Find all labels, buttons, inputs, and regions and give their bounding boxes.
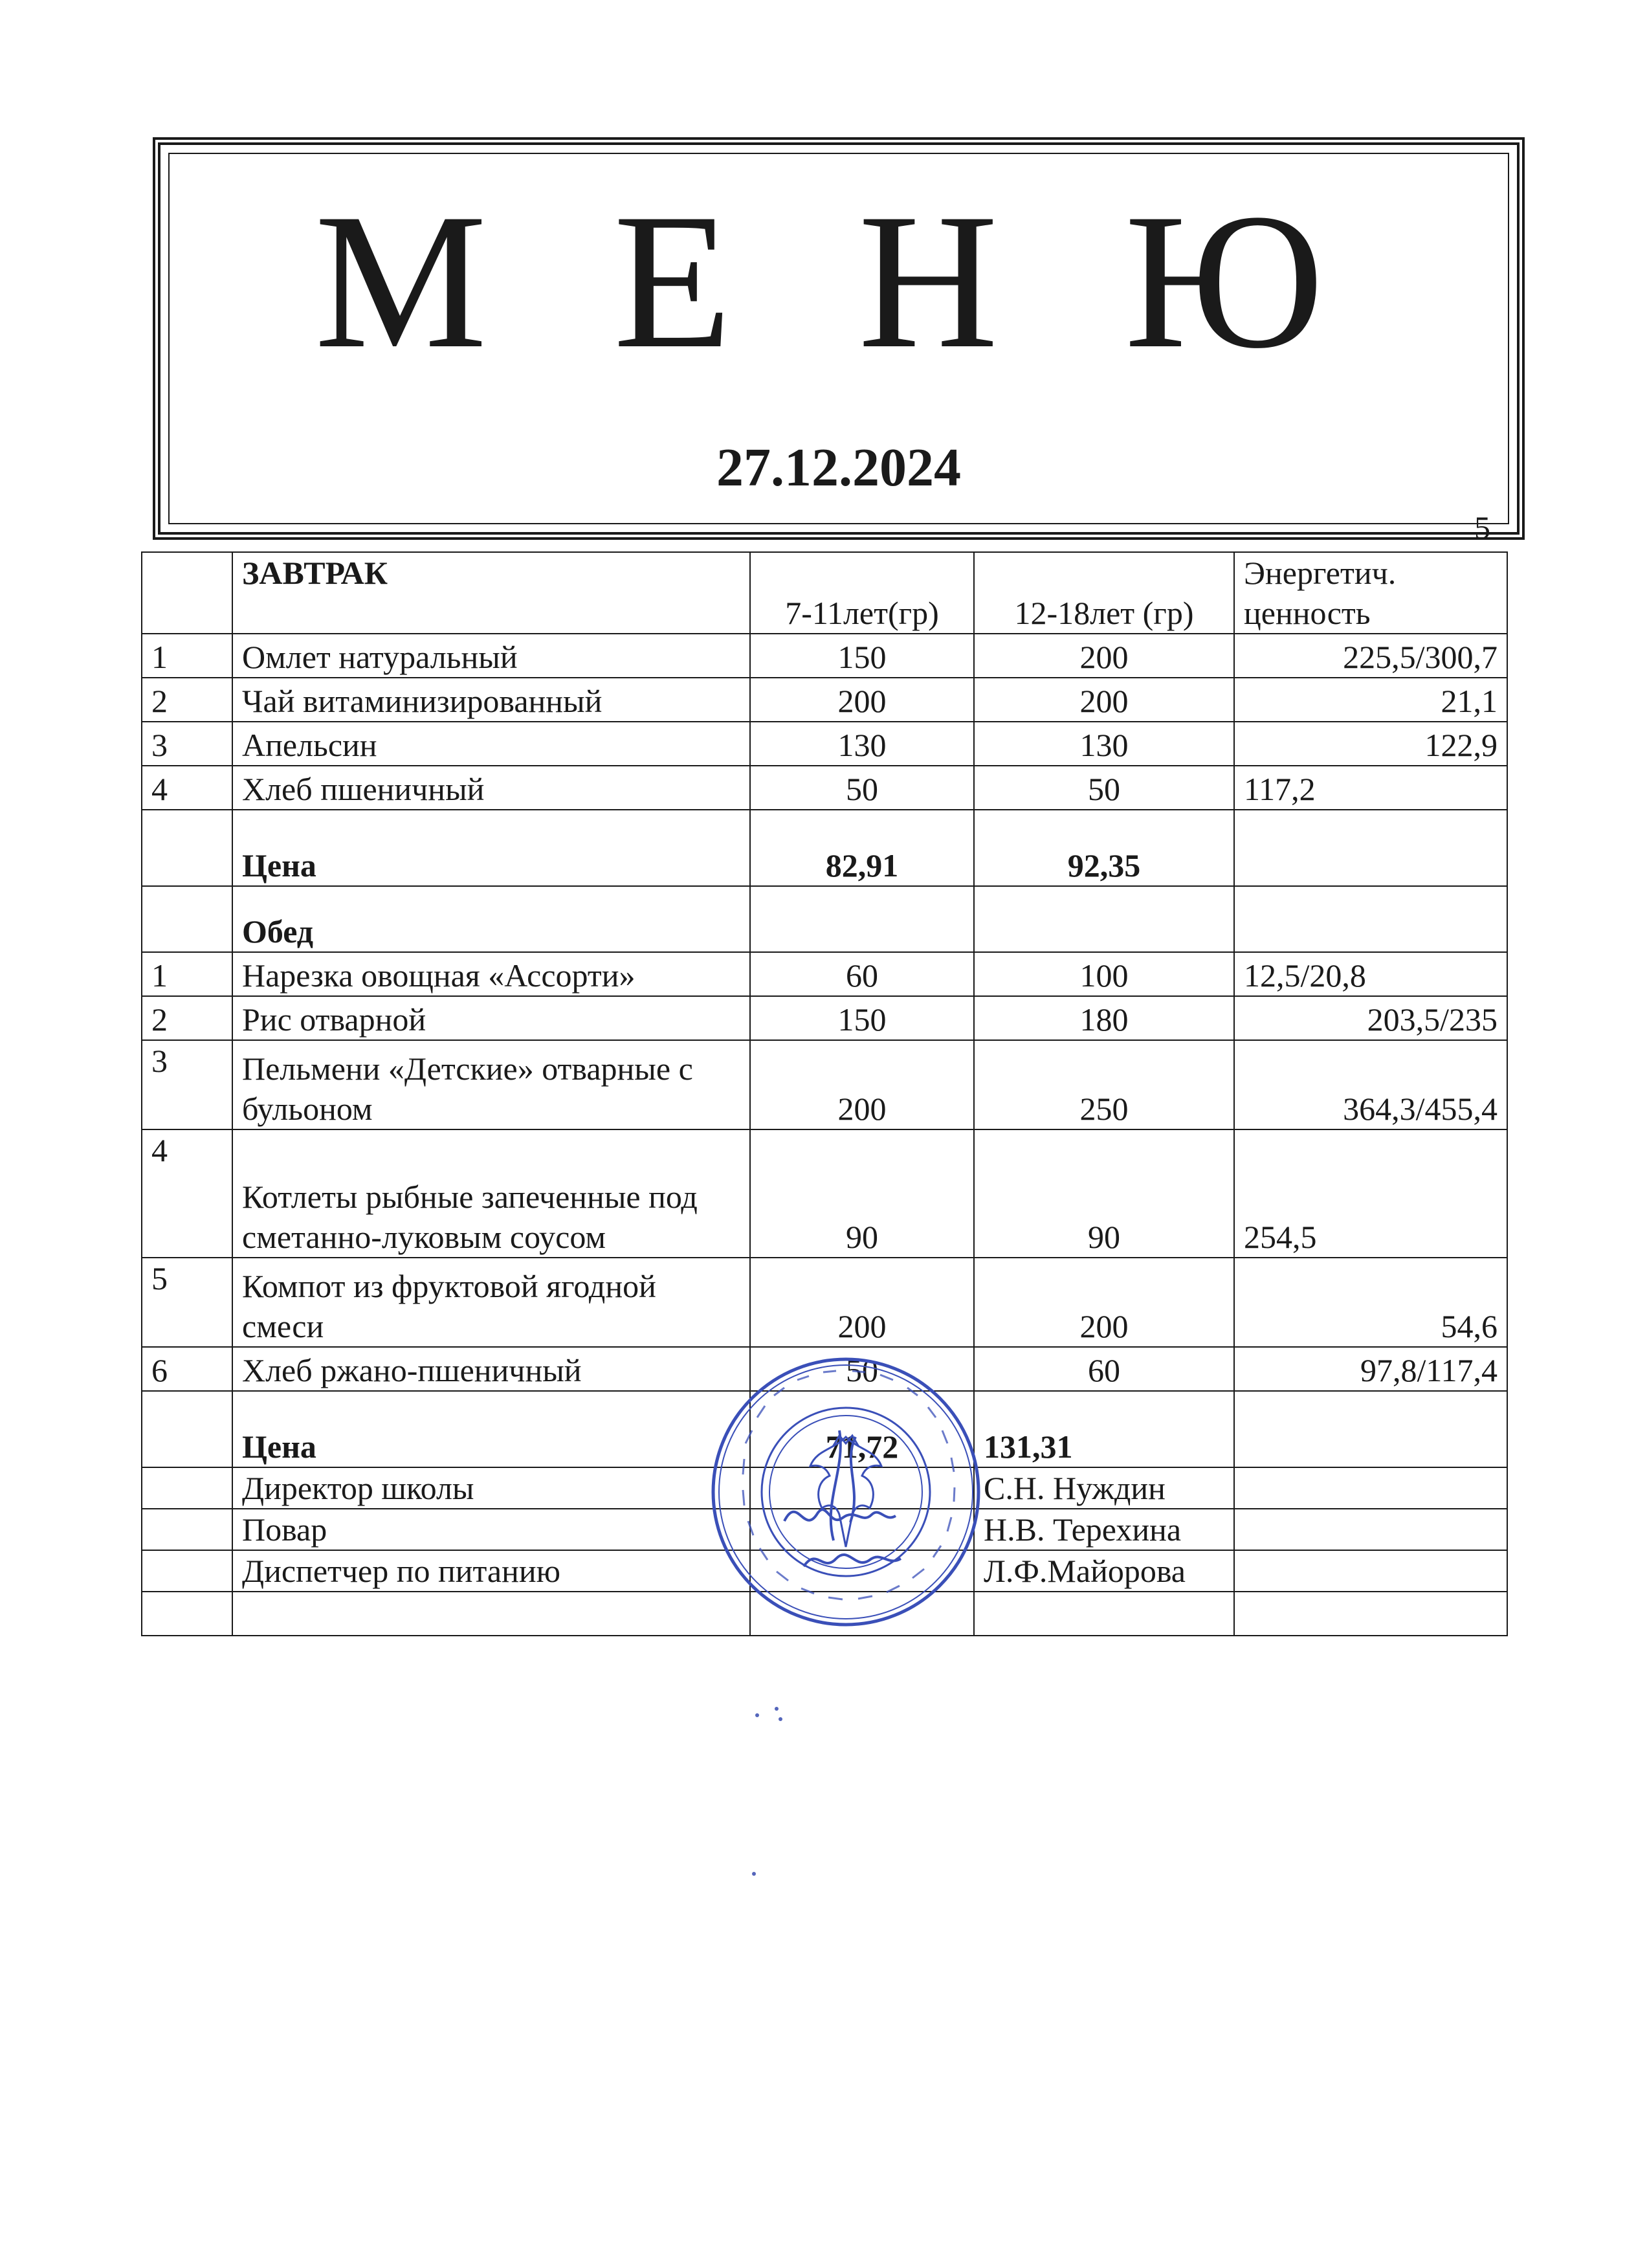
- table-row: [142, 996, 1507, 1040]
- empty-cell: [142, 1391, 232, 1467]
- row-number: 6: [142, 1347, 232, 1391]
- portion-7-11: 200: [750, 1040, 974, 1129]
- portion-12-18: 50: [974, 766, 1234, 810]
- empty-cell: [1234, 1467, 1507, 1509]
- energy-value: 54,6: [1234, 1258, 1507, 1347]
- table-row: [142, 722, 1507, 766]
- dish-name: Нарезка овощная «Ассорти»: [232, 952, 750, 996]
- portion-7-11: 200: [750, 678, 974, 722]
- dish-name: Котлеты рыбные запеченные под сметанно-луковым соусом: [232, 1129, 750, 1258]
- portion-12-18: 130: [974, 722, 1234, 766]
- energy-value: 203,5/235: [1234, 996, 1507, 1040]
- menu-title: М Е Н Ю: [315, 173, 1363, 388]
- signature-person: Н.В. Терехина: [974, 1509, 1234, 1550]
- portion-7-11: 150: [750, 634, 974, 678]
- portion-12-18: 180: [974, 996, 1234, 1040]
- dish-name: Апельсин: [232, 722, 750, 766]
- energy-value: 117,2: [1234, 766, 1507, 810]
- portion-7-11: 130: [750, 722, 974, 766]
- row-number: 3: [142, 722, 232, 766]
- dish-name: Чай витаминизированный: [232, 678, 750, 722]
- price-label: Цена: [232, 1391, 750, 1467]
- price-7-11: 71,72: [750, 1391, 974, 1467]
- portion-12-18: 200: [974, 678, 1234, 722]
- speck-icon: [751, 1696, 809, 1735]
- page-number: 5: [1474, 509, 1490, 546]
- menu-date: 27.12.2024: [716, 438, 961, 498]
- portion-7-11: 50: [750, 766, 974, 810]
- energy-value: 122,9: [1234, 722, 1507, 766]
- portion-12-18: 90: [974, 1129, 1234, 1258]
- section-breakfast-title: ЗАВТРАК: [232, 552, 750, 634]
- energy-value: 254,5: [1234, 1129, 1507, 1258]
- price-12-18: 92,35: [974, 810, 1234, 886]
- empty-cell: [1234, 1509, 1507, 1550]
- row-number: 2: [142, 678, 232, 722]
- table-row: [142, 952, 1507, 996]
- portion-7-11: 90: [750, 1129, 974, 1258]
- row-number: 2: [142, 996, 232, 1040]
- dish-name: Рис отварной: [232, 996, 750, 1040]
- signature-role: Директор школы: [232, 1467, 750, 1509]
- portion-12-18: 100: [974, 952, 1234, 996]
- title-frame: [153, 137, 1525, 540]
- dish-name: Омлет натуральный: [232, 634, 750, 678]
- energy-value: 364,3/455,4: [1234, 1040, 1507, 1129]
- header-energy: Энергетич. ценность: [1234, 552, 1507, 634]
- section-lunch-title: Обед: [232, 886, 750, 952]
- table-row: [142, 1129, 1507, 1258]
- portion-12-18: 200: [974, 634, 1234, 678]
- row-number: 3: [142, 1040, 232, 1129]
- empty-cell: [142, 886, 232, 952]
- empty-cell: [974, 886, 1234, 952]
- row-number: 4: [142, 1129, 232, 1258]
- energy-value: 225,5/300,7: [1234, 634, 1507, 678]
- portion-7-11: 150: [750, 996, 974, 1040]
- empty-cell: [232, 1592, 750, 1636]
- portion-7-11: 50: [750, 1347, 974, 1391]
- table-row: [142, 678, 1507, 722]
- empty-cell: [1234, 1592, 1507, 1636]
- portion-12-18: 60: [974, 1347, 1234, 1391]
- signature-person: Л.Ф.Майорова: [974, 1550, 1234, 1592]
- signature-role: Диспетчер по питанию: [232, 1550, 750, 1592]
- signature-role: Повар: [232, 1509, 750, 1550]
- row-number: 4: [142, 766, 232, 810]
- empty-cell: [974, 1592, 1234, 1636]
- energy-value: 12,5/20,8: [1234, 952, 1507, 996]
- empty-cell: [142, 1550, 232, 1592]
- empty-cell: [1234, 1550, 1507, 1592]
- empty-cell: [750, 886, 974, 952]
- price-label: Цена: [232, 810, 750, 886]
- empty-cell: [142, 1509, 232, 1550]
- row-number: 1: [142, 952, 232, 996]
- dish-name: Хлеб ржано-пшеничный: [232, 1347, 750, 1391]
- header-age-12-18: 12-18лет (гр): [974, 552, 1234, 634]
- table-row: [142, 1040, 1507, 1129]
- dish-name: Пельмени «Детские» отварные с бульоном: [232, 1040, 750, 1129]
- empty-cell: [142, 810, 232, 886]
- signature-person: С.Н. Нуждин: [974, 1467, 1234, 1509]
- empty-cell: [142, 1467, 232, 1509]
- breakfast-price-row: [142, 810, 1507, 886]
- empty-cell: [1234, 1391, 1507, 1467]
- portion-12-18: 250: [974, 1040, 1234, 1129]
- portion-12-18: 200: [974, 1258, 1234, 1347]
- dish-name: Хлеб пшеничный: [232, 766, 750, 810]
- table-row: [142, 634, 1507, 678]
- price-7-11: 82,91: [750, 810, 974, 886]
- empty-cell: [1234, 886, 1507, 952]
- energy-value: 97,8/117,4: [1234, 1347, 1507, 1391]
- empty-cell: [1234, 810, 1507, 886]
- row-number: 5: [142, 1258, 232, 1347]
- header-age-7-11: 7-11лет(гр): [750, 552, 974, 634]
- row-number: 1: [142, 634, 232, 678]
- speck-icon: [744, 1864, 764, 1884]
- table-row: [142, 766, 1507, 810]
- official-seal-icon: [707, 1353, 985, 1631]
- lunch-title-row: [142, 886, 1507, 952]
- dish-name: Компот из фруктовой ягодной смеси: [232, 1258, 750, 1347]
- header-num-cell: [142, 552, 232, 634]
- price-12-18: 131,31: [974, 1391, 1234, 1467]
- portion-7-11: 200: [750, 1258, 974, 1347]
- portion-7-11: 60: [750, 952, 974, 996]
- empty-cell: [142, 1592, 232, 1636]
- energy-value: 21,1: [1234, 678, 1507, 722]
- header-row: [142, 552, 1507, 634]
- table-row: [142, 1258, 1507, 1347]
